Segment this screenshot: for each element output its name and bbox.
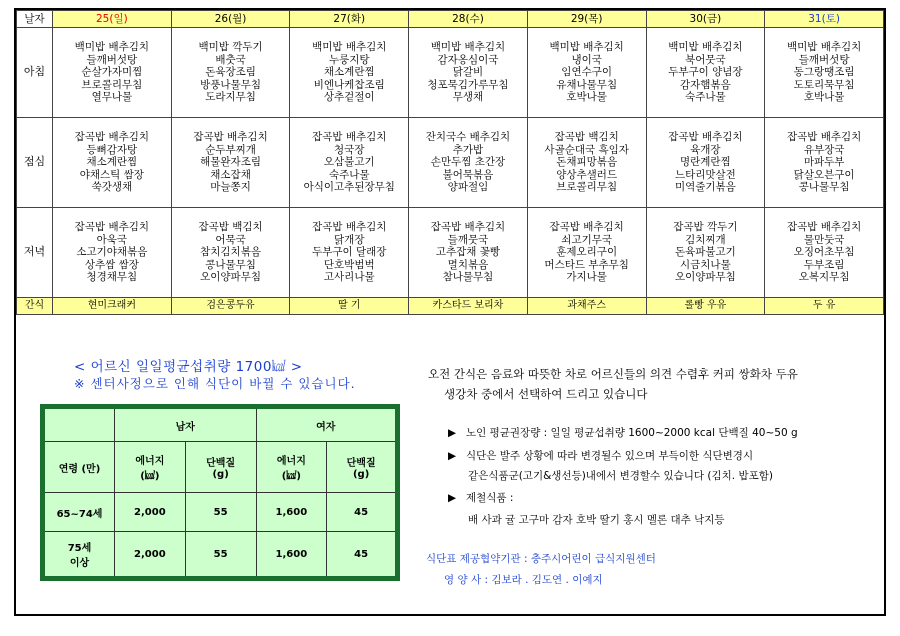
meal-cell bbox=[53, 118, 172, 208]
intake-value: 55 bbox=[185, 493, 256, 532]
dish-item: 백미밥 배추김치 bbox=[74, 41, 150, 54]
dish-item: 잡곡밥 백김치 bbox=[198, 221, 263, 234]
meal-cell bbox=[53, 208, 172, 298]
dish-item: 청국장 bbox=[334, 143, 365, 156]
meal-label: 저녁 bbox=[17, 208, 53, 298]
dish-item: 고추잡채 꽃빵 bbox=[435, 246, 501, 259]
dish-item: 두부구이 양념장 bbox=[668, 66, 743, 79]
snack-row bbox=[17, 298, 884, 315]
dish-item: 채소계란찜 bbox=[86, 156, 138, 169]
dish-item: 돈육파불고기 bbox=[674, 246, 736, 259]
intake-col-header: 에너지 (㎉) bbox=[256, 442, 327, 493]
dish-item: 등뼈감자탕 bbox=[86, 143, 138, 156]
dish-item: 청포묵김가루무침 bbox=[427, 78, 509, 91]
seasonal-foods-list: 배 사과 귤 고구마 감자 호박 딸기 홍시 멜론 대추 낙지등 bbox=[468, 514, 725, 526]
dish-item: 유부장국 bbox=[803, 143, 845, 156]
dish-item: 백미밥 배추김치 bbox=[668, 41, 743, 54]
date-header-label: 날자 bbox=[17, 11, 53, 28]
dish-item: 잡곡밥 배추김치 bbox=[430, 221, 506, 234]
dish-item: 쇠고기무국 bbox=[561, 233, 613, 246]
dish-item: 두부구이 달래장 bbox=[312, 246, 387, 259]
menu-header-row bbox=[17, 11, 884, 28]
meal-cell bbox=[290, 208, 409, 298]
dish-item: 배춧국 bbox=[215, 53, 246, 66]
dish-item: 백미밥 깍두기 bbox=[198, 41, 263, 54]
dish-item: 백미밥 배추김치 bbox=[312, 41, 387, 54]
dish-item: 브로콜리무침 bbox=[556, 181, 618, 194]
dish-item: 두부조림 bbox=[803, 258, 845, 271]
snack-item: 롤빵 우유 bbox=[646, 298, 765, 315]
intake-value: 2,000 bbox=[115, 532, 186, 579]
nutritionists: 영 양 사 : 김보라 . 김도연 . 이예지 bbox=[444, 574, 603, 586]
date-header: 30(금) bbox=[646, 11, 765, 28]
menu-page bbox=[14, 8, 886, 616]
meal-cell bbox=[646, 28, 765, 118]
menu-change-notice: ※ 센터사정으로 인해 식단이 바뀔 수 있습니다. bbox=[74, 376, 356, 391]
snack-item: 현미크래커 bbox=[53, 298, 172, 315]
snack-paragraph-line: 생강차 중에서 선택하여 드리고 있습니다 bbox=[444, 387, 648, 401]
dish-item: 야채스틱 쌈장 bbox=[79, 168, 144, 181]
dish-item: 해물완자조림 bbox=[200, 156, 261, 169]
dish-item: 잡곡밥 백김치 bbox=[554, 131, 619, 144]
intake-value: 1,600 bbox=[256, 532, 327, 579]
intake-value: 55 bbox=[185, 532, 256, 579]
dish-item: 들깨버섯탕 bbox=[86, 53, 138, 66]
dish-item: 백미밥 배추김치 bbox=[549, 41, 624, 54]
meal-cell bbox=[171, 28, 290, 118]
dish-item: 느타리맛살전 bbox=[674, 168, 736, 181]
dish-item: 사골순대국 흑임자 bbox=[544, 143, 629, 156]
intake-col-header: 에너지 (㎉) bbox=[115, 442, 186, 493]
meal-cell bbox=[527, 118, 646, 208]
intake-age: 65~74세 bbox=[43, 493, 115, 532]
dish-item: 열무나물 bbox=[91, 91, 133, 104]
meal-cell bbox=[646, 118, 765, 208]
meal-cell bbox=[646, 208, 765, 298]
snack-paragraph-line: 오전 간식은 음료와 따뜻한 차로 어르신들의 의견 수렴후 커피 쌍화차 두유 bbox=[428, 367, 798, 381]
dish-item: 방풍나물무침 bbox=[200, 78, 261, 91]
dish-item: 돈육장조림 bbox=[205, 66, 256, 79]
dish-item: 오이양파무침 bbox=[200, 271, 261, 284]
provider-org: 식단표 제공협약기관 : 충주시어린이 급식지원센터 bbox=[426, 553, 656, 565]
notes-section bbox=[428, 364, 888, 404]
dish-item: 잔치국수 배추김치 bbox=[425, 131, 511, 144]
meal-cell bbox=[765, 208, 884, 298]
dish-item: 채소계란찜 bbox=[323, 66, 375, 79]
dish-item: 잡곡밥 배추김치 bbox=[74, 131, 150, 144]
weekly-menu-table bbox=[16, 10, 884, 315]
date-header: 26(월) bbox=[171, 11, 290, 28]
dish-item: 잡곡밥 배추김치 bbox=[549, 221, 624, 234]
dish-item: 양파절임 bbox=[447, 181, 489, 194]
intake-value: 2,000 bbox=[115, 493, 186, 532]
dish-item: 동그랑땡조림 bbox=[793, 66, 855, 79]
dish-item: 백미밥 배추김치 bbox=[786, 41, 862, 54]
intake-value: 1,600 bbox=[256, 493, 327, 532]
meal-cell bbox=[527, 28, 646, 118]
meal-cell bbox=[409, 28, 528, 118]
meal-label: 아침 bbox=[17, 28, 53, 118]
dish-item: 손만두찜 초간장 bbox=[430, 156, 506, 169]
date-header: 31(토) bbox=[765, 11, 884, 28]
meal-cell bbox=[53, 28, 172, 118]
intake-group-male: 남자 bbox=[115, 407, 257, 442]
intake-age-header: 연령 (만) bbox=[43, 442, 115, 493]
dish-item: 잡곡밥 배추김치 bbox=[312, 221, 387, 234]
dish-item: 청경채무침 bbox=[86, 271, 138, 284]
dish-item: 채소잡채 bbox=[210, 168, 251, 181]
dish-item: 감자옹심이국 bbox=[437, 53, 499, 66]
dish-item: 돈채피망볶음 bbox=[556, 156, 618, 169]
meal-cell bbox=[765, 28, 884, 118]
dish-item: 불어묵볶음 bbox=[442, 168, 494, 181]
dish-item: 호박나물 bbox=[566, 91, 607, 104]
dish-item: 물만둣국 bbox=[803, 233, 845, 246]
dish-item: 가지나물 bbox=[566, 271, 607, 284]
date-header: 25(일) bbox=[53, 11, 172, 28]
snack-item: 카스타드 보리차 bbox=[409, 298, 528, 315]
dish-item: 북어뭇국 bbox=[685, 53, 726, 66]
date-header: 27(화) bbox=[290, 11, 409, 28]
dish-item: 순살가자미찜 bbox=[81, 66, 143, 79]
intake-group-female: 여자 bbox=[256, 407, 398, 442]
dish-item: 브로콜리무침 bbox=[81, 78, 143, 91]
meal-cell bbox=[290, 28, 409, 118]
dish-item: 추가밥 bbox=[452, 143, 484, 156]
bullet-arrow-icon: ▶ bbox=[448, 450, 457, 462]
snack-item: 두 유 bbox=[765, 298, 884, 315]
intake-title: < 어르신 일일평균섭취량 1700㎉ > bbox=[74, 359, 303, 375]
meal-cell bbox=[290, 118, 409, 208]
meal-label: 점심 bbox=[17, 118, 53, 208]
intake-value: 45 bbox=[327, 532, 398, 579]
dish-item: 단호박범벅 bbox=[323, 258, 375, 271]
dish-item: 시금치나물 bbox=[680, 258, 731, 271]
dish-item: 백미밥 배추김치 bbox=[430, 41, 506, 54]
dish-item: 명란계란찜 bbox=[680, 156, 731, 169]
dish-item: 닭갈비 bbox=[452, 66, 484, 79]
bullet-text: 식단은 발주 상황에 따라 변경될수 있으며 부득이한 식단변경시 bbox=[466, 450, 754, 462]
bullet-seasonal bbox=[448, 490, 513, 505]
snack-paragraph bbox=[428, 364, 888, 404]
dish-item: 숙주나물 bbox=[328, 168, 370, 181]
dish-item: 상추쌈 쌈장 bbox=[84, 258, 139, 271]
dish-item: 쑥갓생채 bbox=[91, 181, 133, 194]
dish-item: 닭개장 bbox=[334, 233, 365, 246]
dish-item: 마파두부 bbox=[803, 156, 845, 169]
bullet-arrow-icon: ▶ bbox=[448, 492, 457, 504]
dish-item: 상추겉절이 bbox=[323, 91, 375, 104]
snack-item: 검은콩두유 bbox=[171, 298, 290, 315]
dish-item: 오삼불고기 bbox=[323, 156, 375, 169]
date-header: 28(수) bbox=[409, 11, 528, 28]
dish-item: 머스타드 부추무침 bbox=[544, 258, 629, 271]
dish-item: 감자햄볶음 bbox=[680, 78, 731, 91]
dish-item: 마늘쫑지 bbox=[210, 181, 251, 194]
dish-item: 육개장 bbox=[690, 143, 721, 156]
dish-item: 누룽지탕 bbox=[328, 53, 370, 66]
bullet-text: 노인 평균권장량 : 일일 평균섭취량 1600~2000 kcal 단백질 40~50 g bbox=[466, 427, 798, 439]
dish-item: 닭살오븐구이 bbox=[793, 168, 855, 181]
intake-table bbox=[40, 404, 400, 581]
dish-item: 들깨버섯탕 bbox=[798, 53, 850, 66]
dish-item: 아식이고추된장무침 bbox=[303, 181, 395, 194]
dish-item: 소고기야채볶음 bbox=[76, 246, 148, 259]
dish-item: 호박나물 bbox=[803, 91, 845, 104]
meal-row bbox=[17, 118, 884, 208]
dish-item: 순두부찌개 bbox=[205, 143, 256, 156]
dish-item: 콩나물무침 bbox=[205, 258, 256, 271]
dish-item: 어묵국 bbox=[215, 233, 246, 246]
dish-item: 아욱국 bbox=[96, 233, 128, 246]
dish-item: 임연수구이 bbox=[561, 66, 613, 79]
dish-item: 잡곡밥 배추김치 bbox=[193, 131, 268, 144]
dish-item: 잡곡밥 깍두기 bbox=[673, 221, 738, 234]
dish-item: 숙주나물 bbox=[685, 91, 726, 104]
dish-item: 도라지무침 bbox=[205, 91, 256, 104]
snack-item: 딸 기 bbox=[290, 298, 409, 315]
dish-item: 참나물무침 bbox=[442, 271, 494, 284]
meal-cell bbox=[171, 118, 290, 208]
dish-item: 잡곡밥 배추김치 bbox=[786, 131, 862, 144]
dish-item: 참치김치볶음 bbox=[200, 246, 261, 259]
bullet-arrow-icon: ▶ bbox=[448, 427, 457, 439]
dish-item: 양상추샐러드 bbox=[556, 168, 618, 181]
meal-cell bbox=[527, 208, 646, 298]
bullet-menu-change-cont: 같은식품군(고기&생선등)내에서 변경할수 있습니다 (김치. 밥포함) bbox=[468, 470, 773, 482]
dish-item: 오징어초무침 bbox=[793, 246, 855, 259]
dish-item: 비엔나케찹조림 bbox=[313, 78, 385, 91]
snack-item: 과채주스 bbox=[527, 298, 646, 315]
dish-item: 잡곡밥 배추김치 bbox=[786, 221, 862, 234]
dish-item: 들깨뭇국 bbox=[447, 233, 489, 246]
intake-corner bbox=[43, 407, 115, 442]
dish-item: 냉이국 bbox=[571, 53, 602, 66]
dish-item: 유채나물무침 bbox=[556, 78, 618, 91]
dish-item: 고사리나물 bbox=[323, 271, 375, 284]
intake-col-header: 단백질 (g) bbox=[185, 442, 256, 493]
intake-value: 45 bbox=[327, 493, 398, 532]
meal-row bbox=[17, 208, 884, 298]
snack-label: 간식 bbox=[17, 298, 53, 315]
dish-item: 오복지무침 bbox=[798, 271, 850, 284]
dish-item: 훈제오리구이 bbox=[556, 246, 618, 259]
dish-item: 잡곡밥 배추김치 bbox=[312, 131, 387, 144]
dish-item: 멸치볶음 bbox=[447, 258, 489, 271]
meal-cell bbox=[765, 118, 884, 208]
meal-cell bbox=[171, 208, 290, 298]
meal-cell bbox=[409, 208, 528, 298]
bullet-text: 제철식품 : bbox=[466, 492, 514, 504]
meal-row bbox=[17, 28, 884, 118]
bullet-recommended-intake bbox=[448, 425, 798, 440]
dish-item: 오이양파무침 bbox=[674, 271, 736, 284]
dish-item: 미역줄기볶음 bbox=[674, 181, 736, 194]
dish-item: 김치찌개 bbox=[685, 233, 726, 246]
dish-item: 콩나물무침 bbox=[798, 181, 850, 194]
date-header: 29(목) bbox=[527, 11, 646, 28]
dish-item: 잡곡밥 배추김치 bbox=[668, 131, 743, 144]
dish-item: 도토리묵무침 bbox=[793, 78, 855, 91]
dish-item: 잡곡밥 배추김치 bbox=[74, 221, 150, 234]
meal-cell bbox=[409, 118, 528, 208]
dish-item: 무생채 bbox=[452, 91, 484, 104]
bullet-menu-change bbox=[448, 448, 753, 463]
intake-age: 75세 이상 bbox=[43, 532, 115, 579]
intake-col-header: 단백질 (g) bbox=[327, 442, 398, 493]
